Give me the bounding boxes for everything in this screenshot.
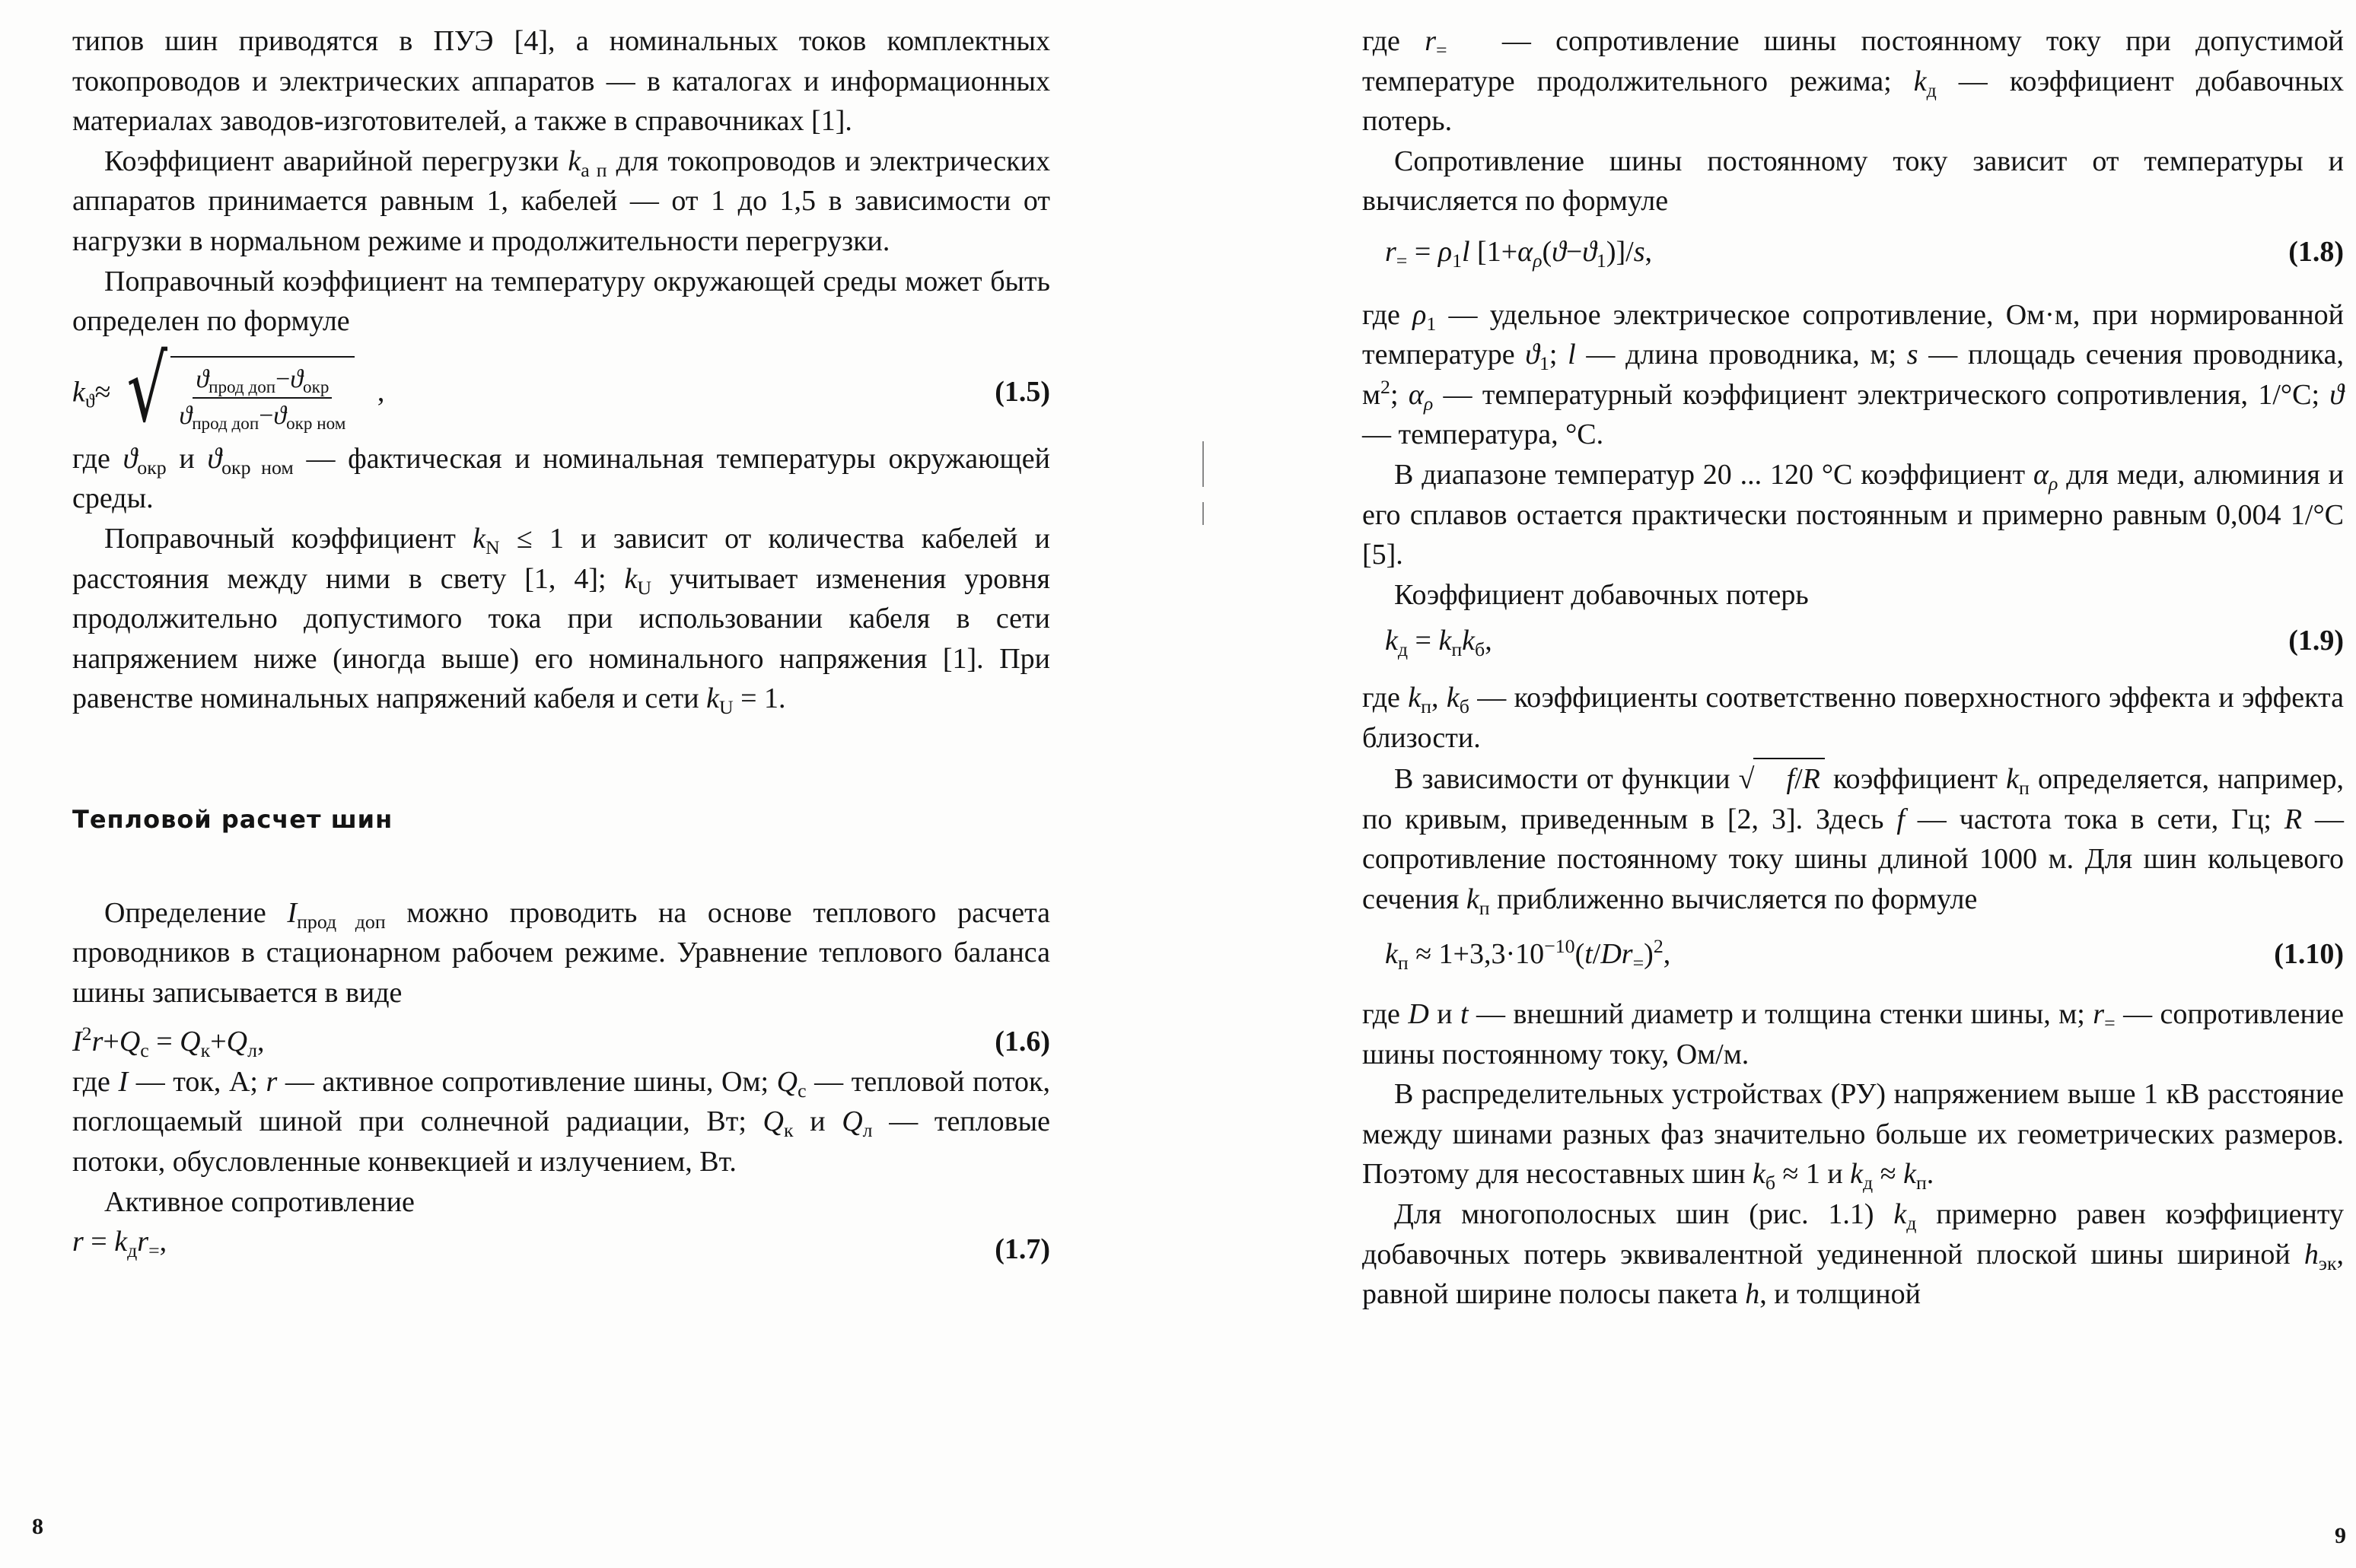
paragraph: Определение $I_{прод доп}$ можно проводить на основе теплового расчета проводников в стационарном рабочем режиме. Уравнение теплового баланса шины записывается в виде [72, 896, 1051, 1009]
paragraph: где $r_=$ — сопротивление шины постоянному току при допустимой температуре продолжительного режима; $k_д$ — коэффициент добавочных потерь. [1362, 25, 2344, 138]
paragraph: где $k_п$, $k_б$ — коэффициенты соответственно поверхностного эффекта и эффекта близости. [1362, 681, 2344, 754]
formula-1-9: $k_д = k_пk_б$, (1.9) [1362, 621, 2344, 661]
formula-1-6: $I^2r+Q_с = Q_к+Q_л$, (1.6) [72, 1023, 1050, 1062]
paragraph: Сопротивление шины постоянному току зависит от температуры и вычисляется по формуле [1362, 145, 2344, 218]
radical-sign: √ [126, 336, 168, 443]
paragraph: где $\rho_1$ — удельное электрическое сопротивление, Ом·м, при нормированной температуре $ϑ_1$; l — длина проводника, м; s — площадь сечения проводника, $м^2$; $\alpha_\rho$ — температурный коэффициент электрического сопротивления, 1/°С; ϑ — температура, °С. [1362, 298, 2345, 451]
fraction [170, 356, 355, 434]
paragraph: где $ϑ_{окр}$ и $ϑ_{окр ном}$ — фактическая и номинальная температуры окружающей среды. [72, 442, 1050, 515]
equation-number: (1.8) [2288, 235, 2344, 268]
fraction-denominator: $ϑ_{прод доп}-ϑ_{окр ном}$ [179, 401, 346, 434]
formula-1-8: $r_= = \rho_1l$ $[1+\alpha_\rho(ϑ-ϑ_1)]/s$, (1.8) [1362, 232, 2344, 272]
equation-number: (1.6) [995, 1026, 1050, 1058]
equation-number: (1.9) [2288, 625, 2344, 657]
formula-1-5: $k_ϑ\approx$ √ $\frac{ϑ_{прод доп}-ϑ_{окр}}{ϑ_{прод доп}-ϑ_{окр ном}}$ , (1.5) [72, 336, 1050, 443]
paragraph: В диапазоне температур 20 ... 120 °С коэффициент $\alpha_\rho$ для меди, алюминия и его сплавов остается практически постоянным и примерно равным 0,004 1/°С [5]. [1362, 458, 2345, 571]
paragraph: Коэффициент добавочных потерь [1394, 578, 1809, 611]
fraction-numerator: $ϑ_{прод доп}-ϑ_{окр}$ [193, 362, 332, 399]
equation-number: (1.10) [2274, 938, 2344, 971]
radical [118, 336, 355, 443]
paragraph: Поправочный коэффициент $k_N \le 1$ и зависит от количества кабелей и расстояния между ними в свету [1, 4]; $k_U$ учитывает изменения уровня продолжительно допустимого тока при использовании кабеля в сети напряжением ниже (иногда выше) его номинального напряжения [1]. При равенстве номинальных напряжений кабеля и сети $k_U = 1$. [72, 522, 1050, 719]
formula-1-7: $r = k_дr_=$, (1.7) [72, 1222, 1050, 1262]
equation-number: (1.5) [995, 375, 1050, 408]
equation-number: (1.7) [995, 1233, 1050, 1266]
paragraph: Активное сопротивление [104, 1185, 415, 1218]
page-number: 9 [2335, 1523, 2346, 1548]
right-page [1178, 0, 2356, 1568]
paragraph: типов шин приводятся в ПУЭ [4], а номинальных токов комплектных токопроводов и электрических аппаратов — в каталогах и информационных материалах заводов-изготовителей, а также в справочниках [1]. [72, 25, 1050, 138]
left-text-column [72, 21, 1051, 1266]
paragraph: Коэффициент аварийной перегрузки $k_{а п}$ для токопроводов и электрических аппаратов принимается равным 1, кабелей — от 1 до 1,5 в зависимости от нагрузки в нормальном режиме и продолжительности перегрузки. [72, 145, 1051, 257]
paragraph: В распределительных устройствах (РУ) напряжением выше 1 кВ расстояние между шинами разных фаз значительно больше их геометрических размеров. Поэтому для несоставных шин $k_б \approx 1$ и $k_д \approx k_п$. [1362, 1078, 2344, 1194]
paragraph: Поправочный коэффициент на температуру окружающей среды может быть определен по формуле [72, 265, 1050, 338]
page-number: 8 [32, 1514, 43, 1539]
paragraph: Для многополосных шин (рис. 1.1) $k_д$ примерно равен коэффициенту добавочных потерь эквивалентной уединенной плоской шины шириной $h_{эк}$, равной ширине полосы пакета h, и толщиной [1362, 1198, 2344, 1311]
paragraph: В зависимости от функции √ f/R коэффициент $k_п$ определяется, например, по кривым, приведенным в [2, 3]. Здесь f — частота тока в сети, Гц; R — сопротивление постоянному току шины длиной 1000 м. Для шин кольцевого сечения $k_п$ приближенно вычисляется по формуле [1362, 758, 2344, 919]
right-text-column [1362, 21, 2344, 1315]
paragraph: где I — ток, А; r — активное сопротивление шины, Ом; $Q_с$ — тепловой поток, поглощаемый шиной при солнечной радиации, Вт; $Q_к$ и $Q_л$ — тепловые потоки, обусловленные конвекцией и излучением, Вт. [72, 1065, 1050, 1178]
section-title: Тепловой расчет шин [72, 804, 393, 834]
paragraph: где D и t — внешний диаметр и толщина стенки шины, м; $r_=$ — сопротивление шины постоянному току, Ом/м. [1362, 998, 2344, 1070]
formula-1-10: $k_п \approx 1+3,3\cdot 10^{-10}(t/Dr_=)^2$, (1.10) [1385, 935, 2344, 975]
